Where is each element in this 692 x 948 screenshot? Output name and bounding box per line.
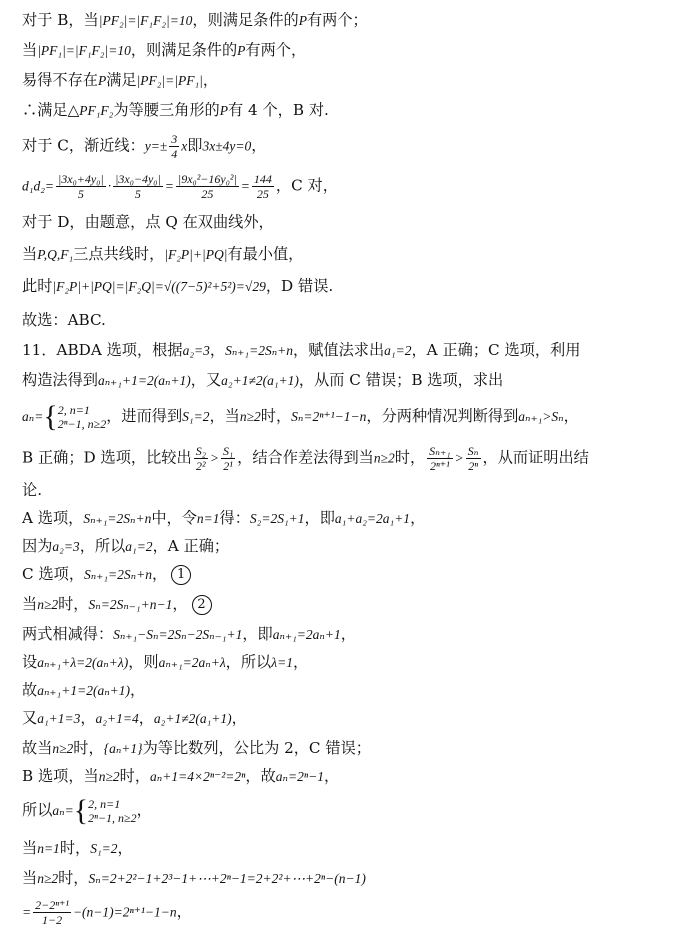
math-expression: d₁d₂= xyxy=(22,178,54,194)
text-run: ， xyxy=(231,709,247,727)
text-run: 故当 xyxy=(22,739,53,757)
math-expression: S₁=2 xyxy=(182,409,210,424)
fraction xyxy=(427,444,452,473)
math-expression: a₂=3 xyxy=(52,539,80,554)
text-line xyxy=(22,212,274,232)
fraction xyxy=(113,172,163,201)
math-expression: y=± xyxy=(144,138,168,154)
math-expression: a₂+1=4 xyxy=(95,711,139,726)
math-expression: a₂=3 xyxy=(182,343,210,358)
piecewise-cases xyxy=(43,402,106,432)
fraction-denominator: 25 xyxy=(256,187,269,201)
text-run: 满足 xyxy=(106,71,137,89)
text-run: 时， xyxy=(394,448,426,467)
text-run: 论. xyxy=(22,481,43,499)
circled-number: 2 xyxy=(192,595,212,615)
math-expression: |PF₂|=|F₁F₂|=10 xyxy=(98,13,193,28)
math-expression: |F₂P|+|PQ|=|F₂Q|=√((7−5)²+5²)=√29 xyxy=(52,279,266,294)
fraction xyxy=(33,898,71,927)
text-run: ，进而得到 xyxy=(106,407,183,425)
text-run: ， xyxy=(176,902,192,921)
text-line xyxy=(22,564,191,585)
text-line xyxy=(22,652,308,673)
fraction-numerator: 3 xyxy=(171,132,178,146)
math-expression: n≥2 xyxy=(239,409,261,424)
text-line xyxy=(22,594,212,615)
fraction-numerator: 2−2ⁿ⁺¹ xyxy=(35,898,69,912)
math-expression: S₁=2 xyxy=(90,841,118,856)
fraction-denominator: 2ⁿ xyxy=(468,459,478,473)
text-run: 当 xyxy=(22,245,38,263)
math-expression: |PF₁|=|F₁F₂|=10 xyxy=(37,43,131,58)
text-run: 为等比数列，公比为 2，C 错误； xyxy=(142,739,371,757)
text-run: ， xyxy=(410,509,426,527)
text-run: 时， xyxy=(119,767,151,785)
fraction xyxy=(176,172,239,201)
math-expression: aₙ₊₁>Sₙ xyxy=(518,409,564,424)
math-expression: aₙ₊₁=2aₙ+λ xyxy=(158,655,226,670)
text-run: 中，令 xyxy=(151,509,197,527)
text-run: 时， xyxy=(260,407,292,425)
text-run: ， xyxy=(209,341,226,359)
math-expression: · xyxy=(107,178,112,194)
fraction xyxy=(169,132,179,161)
math-expression: aₙ= xyxy=(52,803,74,818)
text-run: 此时 xyxy=(22,277,53,295)
text-line xyxy=(22,624,356,645)
text-run: ，则满足条件的 xyxy=(130,41,238,59)
math-expression: P,Q,F₁ xyxy=(37,247,74,262)
text-run: C 选项， xyxy=(22,565,85,583)
math-expression: PF₁F₂ xyxy=(79,103,114,118)
brace-symbol: { xyxy=(73,794,89,827)
math-expression: a₁=2 xyxy=(125,539,153,554)
text-run: 因为 xyxy=(22,537,53,555)
math-expression: a₂+1≠2(a₁+1) xyxy=(153,711,232,726)
text-run: ，当 xyxy=(209,407,240,425)
text-run: A 选项， xyxy=(22,509,84,527)
math-expression: > xyxy=(454,450,464,466)
text-run: 时， xyxy=(73,739,104,757)
math-expression: P xyxy=(298,13,307,28)
math-expression: aₙ₊₁=2aₙ+1 xyxy=(272,627,341,642)
text-run: ， xyxy=(152,565,168,583)
text-line xyxy=(22,244,303,265)
text-run: ，则 xyxy=(128,653,159,671)
text-line xyxy=(22,10,368,31)
math-expression: Sₙ₊₁=2Sₙ+n xyxy=(83,511,152,526)
fraction xyxy=(466,444,481,473)
fraction xyxy=(194,444,208,473)
text-line xyxy=(22,100,329,121)
text-run: ，所以 xyxy=(79,537,126,555)
text-line xyxy=(22,536,229,557)
text-run: ， xyxy=(292,653,309,671)
text-run: B 选项，当 xyxy=(22,767,99,785)
math-expression: aₙ₊₁+1=2(aₙ+1) xyxy=(97,373,191,388)
math-expression: n=1 xyxy=(196,511,220,526)
text-run: ， xyxy=(172,595,188,613)
math-expression: Sₙ₊₁−Sₙ=2Sₙ−2Sₙ₋₁+1 xyxy=(113,627,243,642)
text-run: 对于 B，当 xyxy=(22,11,99,29)
fraction xyxy=(56,172,106,201)
text-run: 有最小值， xyxy=(227,245,304,263)
math-expression: λ=1 xyxy=(271,655,293,670)
math-expression: x xyxy=(181,138,188,154)
math-expression: > xyxy=(209,450,219,466)
fraction-denominator: 1−2 xyxy=(41,913,63,927)
text-run: 又 xyxy=(22,709,38,727)
text-line xyxy=(22,898,192,927)
math-expression: n≥2 xyxy=(37,871,59,886)
math-expression: P xyxy=(219,103,228,118)
text-run: 时， xyxy=(59,839,91,857)
math-expression: {aₙ+1} xyxy=(103,741,143,756)
text-run: ， xyxy=(323,767,340,785)
text-run: 两式相减得： xyxy=(22,625,114,643)
math-expression: Sₙ=2ⁿ⁺¹−1−n xyxy=(291,409,367,424)
text-run: 时， xyxy=(58,595,89,613)
math-expression: |PF₂|=|PF₁| xyxy=(136,73,203,88)
fraction-numerator: S₁ xyxy=(222,444,234,458)
math-expression: Sₙ=2+2²−1+2³−1+⋯+2ⁿ−1=2+2²+⋯+2ⁿ−(n−1) xyxy=(88,871,366,886)
math-expression: n≥2 xyxy=(37,597,59,612)
cases-list xyxy=(88,797,136,825)
text-line xyxy=(22,172,338,201)
text-run: 当 xyxy=(22,41,38,59)
fraction xyxy=(252,172,274,201)
math-expression: aₙ=2ⁿ−1 xyxy=(275,769,324,784)
fraction-denominator: 4 xyxy=(171,147,178,161)
fraction-numerator: |3x₀+4y₀| xyxy=(58,172,104,186)
text-run: B 正确；D 选项，比较出 xyxy=(22,448,192,467)
text-line xyxy=(22,480,42,500)
text-run: 有 4 个，B 对. xyxy=(227,101,329,119)
text-run: ∴满足△ xyxy=(22,101,80,119)
math-expression: −(n−1)=2ⁿ⁺¹−1−n xyxy=(72,904,177,920)
math-expression: aₙ₊₁+1=2(aₙ+1) xyxy=(37,683,131,698)
math-expression: Sₙ=2Sₙ₋₁+n−1 xyxy=(88,597,173,612)
text-line xyxy=(22,444,589,473)
text-run: ，从而 C 错误；B 选项，求出 xyxy=(298,371,504,389)
text-line xyxy=(22,796,152,826)
case-row: 2ⁿ−1, n≥2 xyxy=(57,417,107,431)
text-run: ，所以 xyxy=(225,653,272,671)
text-run: ， xyxy=(80,709,96,727)
cases-list xyxy=(58,403,106,431)
fraction-numerator: Sₙ xyxy=(467,444,479,458)
text-line xyxy=(22,402,579,432)
math-expression: = xyxy=(240,178,250,194)
text-run: ，又 xyxy=(190,371,222,389)
text-run: 有两个； xyxy=(306,11,368,29)
text-run: ， xyxy=(202,71,219,89)
text-line xyxy=(22,766,339,787)
math-expression: a₁+a₂=2a₁+1 xyxy=(334,511,411,526)
text-run: 故 xyxy=(22,681,38,699)
circled-number: 1 xyxy=(171,565,191,585)
fraction xyxy=(221,444,235,473)
text-run: 时， xyxy=(58,869,89,887)
fraction-numerator: |9x₀²−16y₀²| xyxy=(177,172,237,186)
text-line xyxy=(22,370,503,391)
math-expression: aₙ+1=4×2ⁿ⁻²=2ⁿ xyxy=(150,769,246,784)
math-expression: n≥2 xyxy=(98,769,120,784)
math-expression: aₙ= xyxy=(22,409,44,424)
text-run: 为等腰三角形的 xyxy=(113,101,220,119)
fraction-denominator: 25 xyxy=(201,187,214,201)
case-row: 2ⁿ−1, n≥2 xyxy=(88,811,137,825)
text-run: 构造法得到 xyxy=(22,371,98,389)
math-expression: = xyxy=(22,904,32,920)
text-line xyxy=(22,708,247,729)
text-run: ， xyxy=(138,709,154,727)
text-run: ，赋值法求出 xyxy=(293,341,385,359)
text-run: 当 xyxy=(22,839,38,857)
math-expression: P xyxy=(237,43,246,58)
text-run: 对于 C，渐近线： xyxy=(22,136,145,155)
text-run: ， xyxy=(130,681,146,699)
text-run: 所以 xyxy=(22,801,53,819)
fraction-denominator: 5 xyxy=(77,187,84,201)
text-run: ，即 xyxy=(304,509,335,527)
text-run: 即 xyxy=(187,136,203,155)
text-line xyxy=(22,838,133,859)
text-run: ， xyxy=(117,839,133,857)
math-expression: P xyxy=(97,73,107,88)
text-line xyxy=(22,738,371,759)
text-run: 易得不存在 xyxy=(22,71,98,89)
math-expression: n≥2 xyxy=(52,741,74,756)
text-run: 当 xyxy=(22,869,38,887)
text-line xyxy=(22,508,425,529)
math-expression: n≥2 xyxy=(373,450,395,466)
math-expression: a₁+1=3 xyxy=(37,711,81,726)
piecewise-cases xyxy=(74,796,137,826)
text-run: 11．ABDA 选项，根据 xyxy=(22,341,183,359)
text-run: ，故 xyxy=(245,767,276,785)
math-expression: |F₂P|+|PQ| xyxy=(164,247,228,262)
math-expression: Sₙ₊₁=2Sₙ+n xyxy=(84,567,152,582)
math-expression: 3x±4y=0 xyxy=(202,138,252,154)
text-run: 当 xyxy=(22,595,38,613)
text-run: ，从而证明出结 xyxy=(482,448,589,467)
fraction-denominator: 2¹ xyxy=(223,459,233,473)
text-run: ，即 xyxy=(242,625,273,643)
text-run: ， xyxy=(563,407,579,425)
math-expression: a₂+1≠2(a₁+1) xyxy=(221,373,299,388)
text-run: ，结合作差法得到当 xyxy=(237,448,374,467)
fraction-denominator: 5 xyxy=(134,187,141,201)
text-line xyxy=(22,276,333,297)
text-run: ， xyxy=(340,625,356,643)
text-line xyxy=(22,680,145,701)
text-line xyxy=(22,70,218,91)
text-line xyxy=(22,310,106,330)
text-line xyxy=(22,40,306,61)
text-run: ，D 错误. xyxy=(265,277,334,295)
brace-symbol: { xyxy=(43,400,58,433)
text-run: ，A 正确；C 选项，利用 xyxy=(411,341,581,359)
text-run: 故选：ABC. xyxy=(22,311,106,329)
text-run: ， xyxy=(251,136,267,155)
text-run: ， xyxy=(136,801,152,819)
fraction-denominator: 2ⁿ⁺¹ xyxy=(429,459,450,473)
fraction-numerator: 144 xyxy=(253,172,272,186)
math-expression: aₙ₊₁+λ=2(aₙ+λ) xyxy=(37,655,129,670)
fraction-numerator: |3x₀−4y₀| xyxy=(115,172,161,186)
case-row: 2, n=1 xyxy=(57,403,90,417)
text-run: 对于 D，由题意，点 Q 在双曲线外， xyxy=(22,213,274,231)
case-row: 2, n=1 xyxy=(88,797,121,811)
text-line xyxy=(22,340,580,361)
text-line xyxy=(22,132,266,161)
text-run: 三点共线时， xyxy=(73,245,165,263)
fraction-denominator: 2² xyxy=(195,459,206,473)
math-expression: S₂=2S₁+1 xyxy=(249,511,305,526)
text-run: ，分两种情况判断得到 xyxy=(366,407,519,425)
fraction-numerator: S₂ xyxy=(195,444,206,458)
text-run: ，A 正确； xyxy=(152,537,230,555)
math-expression: a₁=2 xyxy=(384,343,412,358)
fraction-numerator: Sₙ₊₁ xyxy=(429,444,451,458)
text-run: 得： xyxy=(219,509,250,527)
text-run: 有两个， xyxy=(245,41,307,59)
math-expression: = xyxy=(164,178,174,194)
text-run: ，C 对， xyxy=(275,176,338,195)
text-run: 设 xyxy=(22,653,38,671)
math-expression: Sₙ₊₁=2Sₙ+n xyxy=(225,343,294,358)
text-run: ，则满足条件的 xyxy=(192,11,299,29)
math-expression: n=1 xyxy=(37,841,60,856)
text-line xyxy=(22,868,366,889)
